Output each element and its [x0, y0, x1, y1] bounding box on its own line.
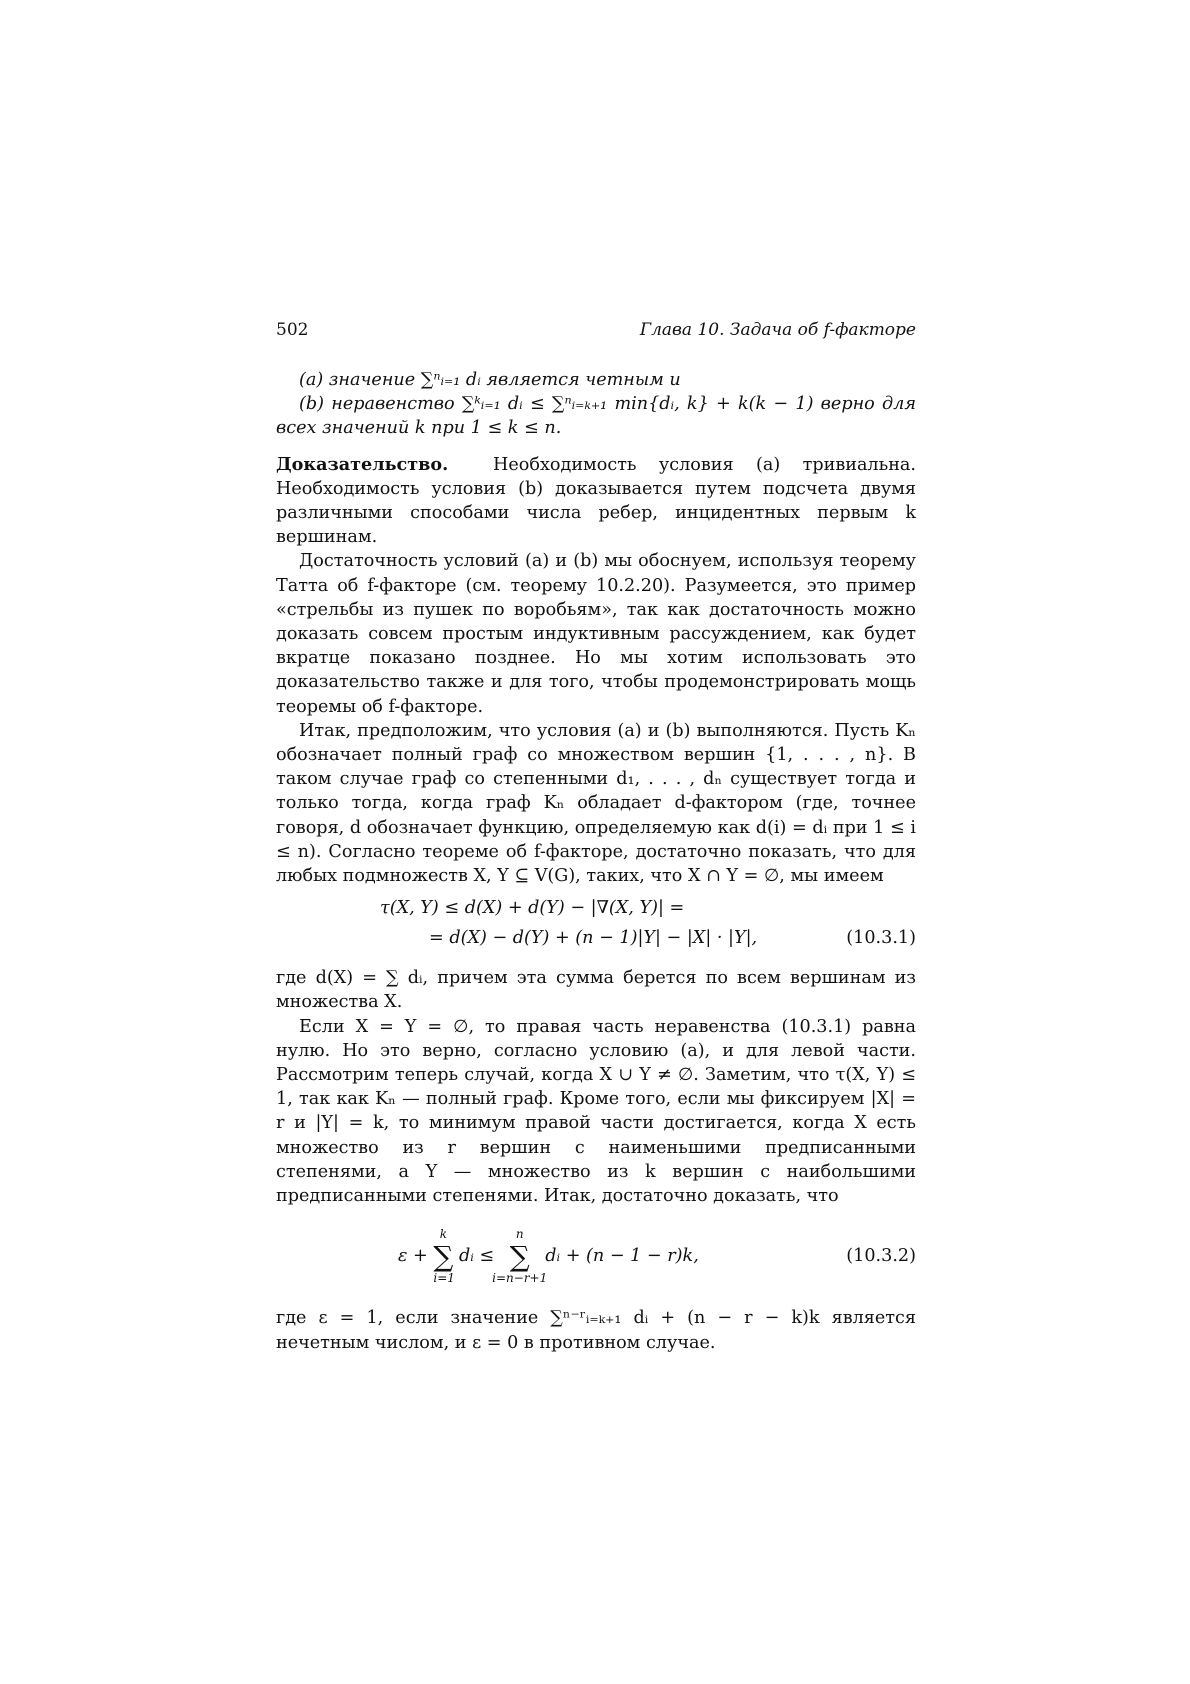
proof-paragraph-6: где ε = 1, если значение ∑ⁿ⁻ʳᵢ₌ₖ₊₁ dᵢ + (n − r − k)k является нечетным числом, и ε = 0 в противном случае.: [276, 1308, 916, 1353]
eq2-prefix: ε +: [398, 1246, 434, 1267]
eq2-mid: dᵢ ≤: [458, 1246, 500, 1267]
equation-number: (10.3.1): [846, 928, 916, 949]
equation-line-2-text: = d(X) − d(Y) + (n − 1)|Y| − |X| · |Y|,: [429, 928, 758, 949]
equation-10-3-2: [276, 1227, 916, 1288]
proof-label: Доказательство.: [276, 453, 449, 475]
page-number: 502: [276, 320, 309, 340]
sum-1: k ∑ i=1: [433, 1227, 455, 1285]
equation-line-2: [276, 926, 916, 956]
sum-2-lower: i=n−r+1: [492, 1270, 548, 1285]
equation-line-1: τ(X, Y) ≤ d(X) + d(Y) − |∇(X, Y)| =: [380, 898, 685, 919]
running-header: [276, 318, 916, 342]
sum-1-upper: k: [439, 1227, 448, 1242]
equation-number-2: (10.3.2): [846, 1246, 916, 1267]
proof-paragraph-2: Достаточность условий (a) и (b) мы обоснуем, используя теорему Татта об f-факторе (см. теорему 10.2.20). Разумеется, это пример «стрельбы из пушек по воробьям», так как достаточность можно доказать совсем простым индуктивным рассуждением, как будет вкратце показано позднее. Но мы хотим использовать это доказательство также и для того, чтобы продемонстрировать мощь теоремы об f-факторе.: [276, 551, 916, 717]
sum-2: n ∑ i=n−r+1: [510, 1244, 530, 1269]
condition-b: (b) неравенство ∑ᵏᵢ₌₁ dᵢ ≤ ∑ⁿᵢ₌ₖ₊₁ min{dᵢ, k} + k(k − 1) верно для всех значений k при 1 ≤ k ≤ n.: [276, 394, 916, 439]
condition-a: (a) значение ∑ⁿᵢ₌₁ dᵢ является четным и: [299, 370, 681, 390]
book-page: [276, 318, 916, 1355]
equation-2-body: [398, 1227, 699, 1285]
equation-10-3-1: [276, 896, 916, 956]
proof-text-1: Необходимость условия (a) тривиальна. Необходимость условия (b) доказывается путем подсчета двумя различными способами числа ребер, инцидентных первым k вершинам.: [276, 454, 916, 548]
proof-paragraph-3: Итак, предположим, что условия (a) и (b) выполняются. Пусть Kₙ обозначает полный граф со множеством вершин {1, . . . , n}. В таком случае граф со степенными d₁, . . . , dₙ существует тогда и только тогда, когда граф Kₙ обладает d-фактором (где, точнее говоря, d обозначает функцию, определяемую как d(i) = dᵢ при 1 ≤ i ≤ n). Согласно теореме об f-факторе, достаточно показать, что для любых подмножеств X, Y ⊆ V(G), таких, что X ∩ Y = ∅, мы имеем: [276, 720, 916, 887]
proof-paragraph-5: Если X = Y = ∅, то правая часть неравенства (10.3.1) равна нулю. Но это верно, согласно условию (a), и для левой части. Рассмотрим теперь случай, когда X ∪ Y ≠ ∅. Заметим, что τ(X, Y) ≤ 1, так как Kₙ — полный граф. Кроме того, если мы фиксируем |X| = r и |Y| = k, то минимум правой части достигается, когда X есть множество из r вершин с наименьшими предписанными степенями, а Y — множество из k вершин с наибольшими предписанными степенями. Итак, достаточно доказать, что: [276, 1016, 916, 1207]
running-title: Глава 10. Задача об f-факторе: [639, 320, 916, 340]
proof-paragraph-1: [276, 453, 916, 550]
sum-2-upper: n: [515, 1227, 524, 1242]
proof-paragraph-4: где d(X) = ∑ dᵢ, причем эта сумма берется по всем вершинам из множества X.: [276, 968, 916, 1013]
eq2-suffix: dᵢ + (n − 1 − r)k,: [545, 1246, 699, 1267]
sum-1-lower: i=1: [433, 1270, 455, 1285]
